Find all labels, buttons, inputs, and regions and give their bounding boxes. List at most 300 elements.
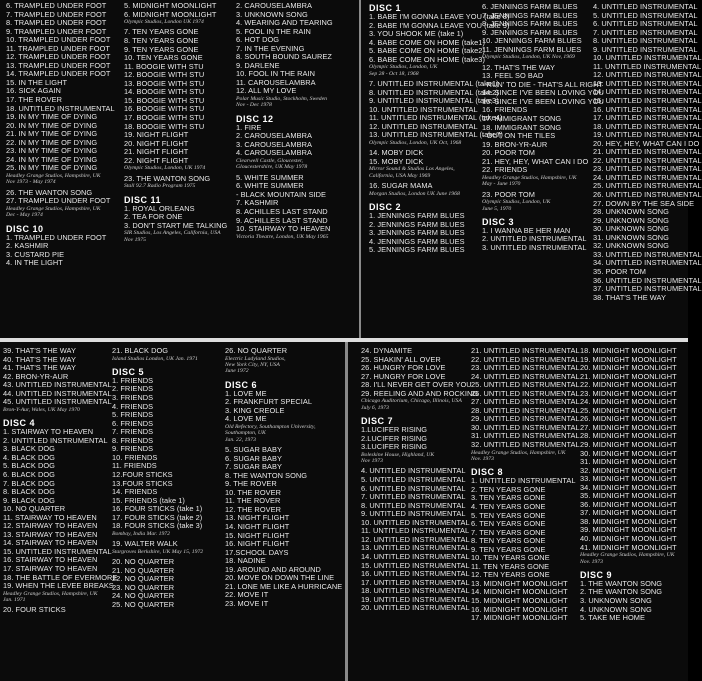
track-entry: 31. UNTITLED INSTRUMENTAL <box>471 431 580 441</box>
track-entry: 29. REELING AND AND ROCKING <box>361 388 479 398</box>
recording-note: Gloucestershire, UK May 1978 <box>236 164 308 171</box>
panel-top-right <box>361 0 702 338</box>
track-entry: 6. JENNINGS FARM BLUES <box>482 2 578 11</box>
track-entry: 30. UNTITLED INSTRUMENTAL <box>471 422 580 432</box>
track-entry: 23. UNTITLED INSTRUMENTAL <box>471 363 580 373</box>
recording-note: Olympic Studios, London, UK Nov, 1969 <box>482 54 575 61</box>
recording-note: Headley Grange Studios, Hampshire, UK <box>580 552 675 559</box>
track-entry: 7. KASHMIR <box>236 198 279 208</box>
track-entry: 15. SINCE I'VE BEEN LOVING YOU <box>482 96 604 106</box>
track-entry: 5. FOOL IN THE RAIN <box>236 26 311 36</box>
track-entry: 16. MIDNIGHT MOONLIGHT <box>471 604 568 614</box>
track-entry: 25. UNTITLED INSTRUMENTAL <box>593 181 702 191</box>
recording-note: Chicago Auditorium, Chicago, Illinois, USA <box>361 398 462 405</box>
track-entry: 11. TRAMPLED UNDER FOOT <box>6 43 110 53</box>
track-entry: 11. FRIENDS <box>112 461 157 471</box>
track-entry: 27. MIDNIGHT MOONLIGHT <box>580 422 677 432</box>
track-entry: 2. KASHMIR <box>6 241 49 251</box>
track-entry: 11. JENNINGS FARM BLUES <box>482 44 582 54</box>
track-entry: 14. UNTITLED INSTRUMENTAL <box>593 87 702 97</box>
track-entry: 10. TEN YEARS GONE <box>471 553 550 563</box>
track-entry: 5. UNTITLED INSTRUMENTAL <box>361 475 466 485</box>
track-entry: 1. THE WANTON SONG <box>580 578 663 588</box>
track-entry: 25. MIDNIGHT MOONLIGHT <box>580 405 677 415</box>
column <box>361 347 478 613</box>
track-entry: 8. UNTITLED INSTRUMENTAL (take2) <box>369 87 499 97</box>
panel-bottom-right <box>348 342 688 681</box>
track-entry: 17.SCHOOL DAYS <box>225 547 289 557</box>
track-entry: 6. BLACK DOG <box>3 469 55 479</box>
recording-note: Bron-Y-Aur, Wales, UK May 1970 <box>3 406 80 413</box>
track-entry: 41. THAT'S THE WAY <box>3 363 76 373</box>
track-entry: 20. MOVE ON DOWN THE LINE <box>225 573 335 583</box>
track-entry: 14. NIGHT FLIGHT <box>225 522 290 531</box>
track-entry: 3. UNKNOWN SONG <box>580 596 652 605</box>
track-entry: 23. POOR TOM <box>482 189 535 199</box>
track-entry: 13. TRAMPLED UNDER FOOT <box>6 60 111 70</box>
track-entry: 11. UNTITLED INSTRUMENTAL <box>593 61 702 71</box>
track-entry: 7. FRIENDS <box>112 427 154 437</box>
track-entry: 23. NO QUARTER <box>112 582 175 592</box>
track-entry: 19. AROUND AND AROUND <box>225 564 321 574</box>
track-entry: 5. BABE COME ON HOME (take2) <box>369 46 485 56</box>
recording-note: Nov 1973 <box>361 458 383 465</box>
track-entry: 6. FRIENDS <box>112 418 154 428</box>
track-entry: 2. UNTITLED INSTRUMENTAL <box>482 234 587 244</box>
track-entry: 5. MIDNIGHT MOONLIGHT <box>124 1 217 10</box>
track-entry: 34. MIDNIGHT MOONLIGHT <box>580 482 677 492</box>
column <box>593 3 702 302</box>
recording-note: Mirror Sound & Studios Los Angeles, <box>369 166 455 173</box>
track-entry: 7. SUGAR BABY <box>225 462 282 472</box>
track-entry: 6. WHITE SUMMER <box>236 181 304 191</box>
track-entry: 43. UNTITLED INSTRUMENTAL <box>3 380 112 390</box>
track-entry: 28. I'LL NEVER GET OVER YOU <box>361 380 472 390</box>
track-entry: 4. LOVE ME <box>225 414 267 424</box>
track-entry: 10. JENNINGS FARM BLUES <box>482 36 582 46</box>
track-entry: 29. UNTITLED INSTRUMENTAL <box>471 414 580 424</box>
track-entry: 23. THE WANTON SONG <box>124 173 211 183</box>
recording-note: Island Studios London, UK Jan. 1971 <box>112 355 198 362</box>
track-entry: 11. CAROUSELAMBRA <box>236 77 316 87</box>
track-entry: 27. TRAMPLED UNDER FOOT <box>6 196 111 206</box>
recording-note: Morgan Studios, London UK June 1968 <box>369 190 460 197</box>
track-entry: 4. JENNINGS FARM BLUES <box>369 236 465 246</box>
track-entry: 37. MIDNIGHT MOONLIGHT <box>580 508 677 518</box>
track-entry: 15. UNTITLED INSTRUMENTAL <box>3 546 112 556</box>
recording-note: Southampton, UK <box>225 430 266 437</box>
track-entry: 33. MIDNIGHT MOONLIGHT <box>580 474 677 484</box>
panel-top-left <box>0 0 359 338</box>
track-entry: 13. UNTITLED INSTRUMENTAL (take7) <box>369 130 503 140</box>
track-entry: 16. STAIRWAY TO HEAVEN <box>3 555 98 565</box>
track-entry: 16. UNTITLED INSTRUMENTAL <box>593 104 702 114</box>
track-entry: 28. UNTITLED INSTRUMENTAL <box>471 405 580 415</box>
recording-note: Bombay, India Mar. 1972 <box>112 530 170 537</box>
track-entry: 22. MOVE IT <box>225 590 269 600</box>
track-entry: 6. BABE COME ON HOME (take3) <box>369 54 485 64</box>
track-entry: 24. DYNAMITE <box>361 346 413 355</box>
track-entry: 2. THE WANTON SONG <box>580 587 663 597</box>
track-entry: 10. FOOL IN THE RAIN <box>236 69 316 79</box>
track-entry: 9. DARLENE <box>236 60 280 70</box>
track-entry: 22. UNTITLED INSTRUMENTAL <box>471 354 580 364</box>
recording-note: Electric Ladyland Studios, <box>225 355 286 362</box>
track-entry: 26. NO QUARTER <box>225 346 288 355</box>
track-entry: 13. NIGHT FLIGHT <box>225 513 290 523</box>
track-entry: 21. BLACK DOG <box>112 346 169 355</box>
recording-note: SIR Studios, Los Angeles, California, USA <box>124 230 221 237</box>
track-entry: 12. STAIRWAY TO HEAVEN <box>3 521 98 531</box>
track-entry: 15. UNTITLED INSTRUMENTAL <box>361 560 470 570</box>
track-entry: 12. UNTITLED INSTRUMENTAL <box>361 534 470 544</box>
track-entry: 11. TEN YEARS GONE <box>471 561 550 571</box>
track-entry: - BLACK MOUNTAIN SIDE <box>236 189 327 199</box>
track-entry: 4. BLACK DOG <box>3 452 55 462</box>
track-entry: 1. UNTITLED INSTRUMENTAL <box>471 476 576 486</box>
track-entry: 7. UNTITLED INSTRUMENTAL <box>593 27 698 37</box>
track-entry: 1. FRIENDS <box>112 375 154 385</box>
track-entry: 14. STAIRWAY TO HEAVEN <box>3 538 98 548</box>
track-entry: 32. MIDNIGHT MOONLIGHT <box>580 465 677 475</box>
track-entry: 11. UNTITLED INSTRUMENTAL <box>361 526 470 536</box>
recording-note: Jan. 1971 <box>3 597 26 603</box>
track-entry: 41. MIDNIGHT MOONLIGHT <box>580 542 677 552</box>
track-entry: 2. CAROUSELAMBRA <box>236 1 312 10</box>
track-entry: 9. TEN YEARS GONE <box>471 544 546 554</box>
track-entry: 14. FRIENDS <box>112 487 158 497</box>
track-entry: 45. UNTITLED INSTRUMENTAL <box>3 397 112 407</box>
recording-note: June 1972 <box>225 368 249 375</box>
track-entry: 36. MIDNIGHT MOONLIGHT <box>580 499 677 509</box>
track-entry: 13. FEEL SO BAD <box>482 71 544 81</box>
fold-line-top <box>359 0 361 338</box>
track-entry: 32. UNKNOWN SONG <box>593 241 669 251</box>
track-entry: 3. FRIENDS <box>112 393 154 403</box>
track-entry: 1. ROYAL ORLEANS <box>124 203 195 213</box>
track-entry: 2. UNTITLED INSTRUMENTAL <box>3 435 108 445</box>
track-entry: 16. NIGHT FLIGHT <box>225 539 290 549</box>
track-entry: 10. NO QUARTER <box>3 504 66 514</box>
track-entry: 5. FRIENDS <box>112 410 154 420</box>
track-entry: 8. BLACK DOG <box>3 487 55 497</box>
track-entry: - RUN' TO DIE - THAT'S ALL RIGHT <box>482 79 604 89</box>
recording-note: Nov. 1973 <box>471 455 494 462</box>
track-entry: 23. MOVE IT <box>225 598 269 608</box>
track-entry: 10. THE ROVER <box>225 487 281 497</box>
track-entry: 9. UNTITLED INSTRUMENTAL (take3) <box>369 96 499 106</box>
track-entry: 9. BLACK DOG <box>3 495 55 505</box>
disc-heading: DISC 10 <box>6 223 44 234</box>
disc-heading: DISC 2 <box>369 202 402 213</box>
disc-heading: DISC 11 <box>124 194 162 205</box>
recording-note: Headley Grange Studios, Hampshire, UK <box>6 172 101 179</box>
track-entry: 11. UNTITLED INSTRUMENTAL (take4) <box>369 113 503 123</box>
recording-note: Dec - May 1974 <box>6 212 43 219</box>
track-entry: 21. UNTITLED INSTRUMENTAL <box>471 346 580 355</box>
column <box>580 347 677 623</box>
track-entry: 21. UNTITLED INSTRUMENTAL <box>593 147 702 157</box>
track-entry: 4. IN THE LIGHT <box>6 258 63 268</box>
track-entry: 11. THE ROVER <box>225 496 281 506</box>
disc-heading: DISC 9 <box>580 569 613 580</box>
track-entry: 37. UNTITLED INSTRUMENTAL <box>593 284 702 294</box>
track-entry: 30. MIDNIGHT MOONLIGHT <box>580 448 677 458</box>
track-entry: 34. UNTITLED INSTRUMENTAL <box>593 258 702 268</box>
disc-heading: DISC 6 <box>225 379 258 390</box>
track-entry: 19. MIDNIGHT MOONLIGHT <box>580 354 677 364</box>
recording-note: Olympic Studios, London, UK 1974 <box>124 165 206 172</box>
track-entry: 5. WHITE SUMMER <box>236 172 304 182</box>
track-entry: 20. MIDNIGHT MOONLIGHT <box>580 363 677 373</box>
track-entry: 10. UNTITLED INSTRUMENTAL <box>369 104 478 114</box>
recording-note: Old Refectory, Southampton University, <box>225 423 316 430</box>
track-entry: 5. TEN YEARS GONE <box>471 510 546 520</box>
track-entry: - OUT ON THE TILES <box>482 131 556 141</box>
recording-note: New York City, NY, USA <box>225 361 280 368</box>
recording-note: June 5, 1970 <box>482 205 512 212</box>
track-entry: 12. THE ROVER <box>225 504 281 514</box>
track-entry: 19. WHEN THE LEVEE BREAKS <box>3 581 114 591</box>
track-entry: 17. UNTITLED INSTRUMENTAL <box>361 577 470 587</box>
column <box>482 3 604 253</box>
track-entry: 19. IN MY TIME OF DYING <box>6 112 98 122</box>
track-entry: 17. IMMIGRANT SONG <box>482 113 562 123</box>
track-entry: 5. TAKE ME HOME <box>580 613 645 623</box>
track-entry: 5. SUGAR BABY <box>225 445 282 455</box>
recording-note: Stall 92.7 Radio Program 1975 <box>124 183 196 190</box>
track-entry: 3. JENNINGS FARM BLUES <box>369 228 465 238</box>
track-entry: 15. UNTITLED INSTRUMENTAL <box>593 96 702 106</box>
track-entry: 8. SOUTH BOUND SAUREZ <box>236 52 332 62</box>
track-entry: 19. UNTITLED INSTRUMENTAL <box>593 130 702 140</box>
track-entry: 20. FOUR STICKS <box>3 605 66 615</box>
track-entry: 25. IN MY TIME OF DYING <box>6 163 98 173</box>
track-entry: 7. TEN YEARS GONE <box>124 27 199 37</box>
track-entry: 8. FRIENDS <box>112 435 154 445</box>
track-entry: 22. FRIENDS <box>482 165 528 175</box>
track-entry: 12. UNTITLED INSTRUMENTAL <box>369 121 478 131</box>
track-entry: 10. UNTITLED INSTRUMENTAL <box>593 53 702 63</box>
track-entry: 8. UNTITLED INSTRUMENTAL <box>361 500 466 510</box>
column <box>225 347 342 608</box>
track-entry: 4. TEN YEARS GONE <box>471 501 546 511</box>
track-entry: 1. I WANNA BE HER MAN <box>482 225 571 235</box>
track-entry: 9. ACHILLES LAST STAND <box>236 215 328 225</box>
track-entry: 20. HEY, HEY, WHAT CAN I DO <box>593 138 700 148</box>
track-entry: 38. MIDNIGHT MOONLIGHT <box>580 516 677 526</box>
track-entry: 19. BRON-YR-AUR <box>482 139 548 149</box>
track-entry: 29. UNKNOWN SONG <box>593 215 669 225</box>
track-entry: 17. MIDNIGHT MOONLIGHT <box>471 613 568 623</box>
track-entry: 2. BABE I'M GONNA LEAVE YOU (take 9) <box>369 20 510 30</box>
track-entry: 3. UNTITLED INSTRUMENTAL <box>482 242 587 252</box>
track-entry: 8. JENNINGS FARM BLUES <box>482 19 578 29</box>
track-entry: 17. BOOGIE WITH STU <box>124 112 205 122</box>
track-entry: 5. BLACK DOG <box>3 461 55 471</box>
track-entry: 4. WEARING AND TEARING <box>236 18 333 28</box>
recording-note: Nov - Dec 1978 <box>236 102 272 109</box>
track-entry: 23. UNTITLED INSTRUMENTAL <box>593 164 702 174</box>
track-entry: 2. TEN YEARS GONE <box>471 484 546 494</box>
recording-note: California, USA May 1969 <box>369 172 431 179</box>
track-entry: 9. FRIENDS <box>112 444 154 454</box>
track-entry: 12.FOUR STICKS <box>112 469 173 479</box>
track-entry: 17. THE ROVER <box>6 95 62 105</box>
track-entry: 3. CUSTARD PIE <box>6 249 65 259</box>
track-entry: 9. UNTITLED INSTRUMENTAL <box>361 509 466 519</box>
track-entry: 22. UNTITLED INSTRUMENTAL <box>593 155 702 165</box>
track-entry: 18. UNTITLED INSTRUMENTAL <box>6 103 115 113</box>
track-entry: 6. TRAMPLED UNDER FOOT <box>6 1 107 10</box>
track-entry: 18. UNTITLED INSTRUMENTAL <box>593 121 702 131</box>
track-entry: 5. JENNINGS FARM BLUES <box>369 245 465 255</box>
track-entry: 16. SUGAR MAMA <box>369 181 433 191</box>
track-entry: 13. MIDNIGHT MOONLIGHT <box>471 578 568 588</box>
track-entry: 32. UNTITLED INSTRUMENTAL <box>471 440 580 450</box>
fold-line-middle <box>0 338 688 342</box>
track-entry: 6. TEN YEARS GONE <box>471 519 546 529</box>
track-entry: 1. FIRE <box>236 122 262 132</box>
track-entry: 5. UNTITLED INSTRUMENTAL <box>593 10 698 20</box>
track-entry: 9. THE ROVER <box>225 479 277 489</box>
track-entry: 21. MIDNIGHT MOONLIGHT <box>580 371 677 381</box>
recording-note: Jan. 22, 1973 <box>225 436 256 443</box>
track-entry: 20. NO QUARTER <box>112 557 175 567</box>
track-entry: 10. STAIRWAY TO HEAVEN <box>236 224 331 234</box>
track-entry: 39. MIDNIGHT MOONLIGHT <box>580 525 677 535</box>
track-entry: 14. MOBY DICK <box>369 148 424 158</box>
track-entry: 14. UNTITLED INSTRUMENTAL <box>361 551 470 561</box>
disc-heading: DISC 4 <box>3 418 36 429</box>
track-entry: 18. MIDNIGHT MOONLIGHT <box>580 346 677 355</box>
track-entry: 30. UNKNOWN SONG <box>593 224 669 234</box>
disc-heading: DISC 3 <box>482 216 515 227</box>
track-entry: 2. JENNINGS FARM BLUES <box>369 219 465 229</box>
track-entry: 4. CAROUSELAMBRA <box>236 148 312 158</box>
track-entry: 38. THAT'S THE WAY <box>593 292 666 302</box>
track-entry: 15. BOOGIE WITH STU <box>124 95 205 105</box>
track-entry: 2. CAROUSELAMBRA <box>236 131 312 141</box>
fold-line-bottom <box>345 342 348 681</box>
track-entry: 26. HUNGRY FOR LOVE <box>361 363 446 373</box>
track-entry: 9. TEN YEARS GONE <box>124 44 199 54</box>
recording-note: Stargroves Berkshire, UK May 15, 1972 <box>112 548 204 555</box>
track-entry: 4. UNTITLED INSTRUMENTAL <box>593 2 698 11</box>
track-entry: 18. UNTITLED INSTRUMENTAL <box>361 586 470 596</box>
track-entry: 21. LONE ME LIKE A HURRICANE <box>225 581 343 591</box>
track-entry: 21. NO QUARTER <box>112 565 175 575</box>
track-entry: 20. NIGHT FLIGHT <box>124 138 189 148</box>
track-entry: 2. TEA FOR ONE <box>124 212 183 222</box>
track-entry: 8. UNTITLED INSTRUMENTAL <box>593 36 698 46</box>
track-entry: 17. STAIRWAY TO HEAVEN <box>3 563 98 573</box>
track-entry: 12. THAT'S THE WAY <box>482 62 555 72</box>
track-entry: 18. NADINE <box>225 556 266 566</box>
track-entry: 19. UNTITLED INSTRUMENTAL <box>361 594 470 604</box>
track-entry: 7. UNTITLED INSTRUMENTAL <box>361 492 466 502</box>
track-entry: 7. BLACK DOG <box>3 478 55 488</box>
track-entry: 2. FRIENDS <box>112 384 154 394</box>
track-entry: 24. IN MY TIME OF DYING <box>6 154 98 164</box>
track-entry: 10. TRAMPLED UNDER FOOT <box>6 35 111 45</box>
track-entry: 19. WALTER WALK <box>112 539 178 549</box>
track-entry: 14. TRAMPLED UNDER FOOT <box>6 69 111 79</box>
recording-note: July 6, 1973 <box>361 404 389 411</box>
track-entry: 12. TRAMPLED UNDER FOOT <box>6 52 111 62</box>
track-entry: 26. MIDNIGHT MOONLIGHT <box>580 414 677 424</box>
track-entry: 18. FOUR STICKS (take 3) <box>112 521 203 531</box>
track-entry: 26. UNTITLED INSTRUMENTAL <box>471 388 580 398</box>
track-entry: 10. UNTITLED INSTRUMENTAL <box>361 517 470 527</box>
track-entry: 13. UNTITLED INSTRUMENTAL <box>593 78 702 88</box>
track-entry: 20. UNTITLED INSTRUMENTAL <box>361 603 470 613</box>
track-entry: 7. JENNINGS FARM BLUES <box>482 10 578 20</box>
track-entry: 7. TRAMPLED UNDER FOOT <box>6 9 107 19</box>
track-entry: 16. UNTITLED INSTRUMENTAL <box>361 569 470 579</box>
track-entry: 36. UNTITLED INSTRUMENTAL <box>593 275 702 285</box>
track-entry: 35. MIDNIGHT MOONLIGHT <box>580 491 677 501</box>
track-entry: 21. HEY, HEY, WHAT CAN I DO <box>482 156 589 166</box>
track-entry: 17. UNTITLED INSTRUMENTAL <box>593 113 702 123</box>
track-entry: 14. SINCE I'VE BEEN LOVING YOU <box>482 88 604 98</box>
column <box>3 347 117 615</box>
track-entry: 4. FRIENDS <box>112 401 154 411</box>
track-entry: 23. MIDNIGHT MOONLIGHT <box>580 388 677 398</box>
column <box>471 347 580 623</box>
track-entry: 33. UNTITLED INSTRUMENTAL <box>593 249 702 259</box>
track-entry: 22. NIGHT FLIGHT <box>124 155 189 165</box>
recording-note: Boleskine House, Highland, UK <box>361 451 435 458</box>
column <box>236 2 333 240</box>
track-entry: 24. UNTITLED INSTRUMENTAL <box>471 371 580 381</box>
track-entry: 3. YOU SHOOK ME (take 1) <box>369 29 464 39</box>
track-entry: 17. FOUR STICKS (take 2) <box>112 512 203 522</box>
track-entry: 29. MIDNIGHT MOONLIGHT <box>580 440 677 450</box>
track-entry: 25. UNTITLED INSTRUMENTAL <box>471 380 580 390</box>
track-entry: 15. MOBY DICK <box>369 156 424 166</box>
track-entry: 4. UNTITLED INSTRUMENTAL <box>361 466 466 476</box>
track-entry: 22. MIDNIGHT MOONLIGHT <box>580 380 677 390</box>
track-entry: 2.LUCIFER RISING <box>361 433 428 443</box>
track-entry: 3.LUCIFER RISING <box>361 442 428 452</box>
recording-note: Olympic Studios, London UK 1974 <box>124 19 204 26</box>
track-entry: 10. TEN YEARS GONE <box>124 53 203 63</box>
track-entry: 23. IN MY TIME OF DYING <box>6 146 98 156</box>
track-entry: 44. UNTITLED INSTRUMENTAL <box>3 388 112 398</box>
disc-heading: DISC 8 <box>471 467 504 478</box>
track-entry: 18. IMMIGRANT SONG <box>482 122 562 132</box>
track-entry: 16. FRIENDS <box>482 105 528 115</box>
recording-note: Sep 28 - Oct 18, 1968 <box>369 70 419 77</box>
recording-note: Headley Grange Studios, Hampshire, UK <box>471 449 566 456</box>
track-entry: 19. NIGHT FLIGHT <box>124 130 189 140</box>
track-entry: 1. TRAMPLED UNDER FOOT <box>6 232 107 242</box>
track-entry: 7. IN THE EVENING <box>236 43 305 53</box>
recording-note: Headley Grange Studios, Hampshire, UK <box>3 590 98 597</box>
track-entry: 27. DOWN BY THE SEA SIDE <box>593 198 695 208</box>
disc-heading: DISC 5 <box>112 366 145 377</box>
column <box>124 2 227 243</box>
track-entry: 1.LUCIFER RISING <box>361 425 428 435</box>
panel-bottom-left <box>0 342 345 681</box>
track-entry: 16. BOOGIE WITH STU <box>124 104 205 114</box>
track-entry: 8. TEN YEARS GONE <box>124 36 199 46</box>
track-entry: 6. UNTITLED INSTRUMENTAL <box>361 483 466 493</box>
track-entry: 27. HUNGRY FOR LOVE <box>361 371 446 381</box>
track-entry: 31. MIDNIGHT MOONLIGHT <box>580 457 677 467</box>
track-entry: 24. MIDNIGHT MOONLIGHT <box>580 397 677 407</box>
